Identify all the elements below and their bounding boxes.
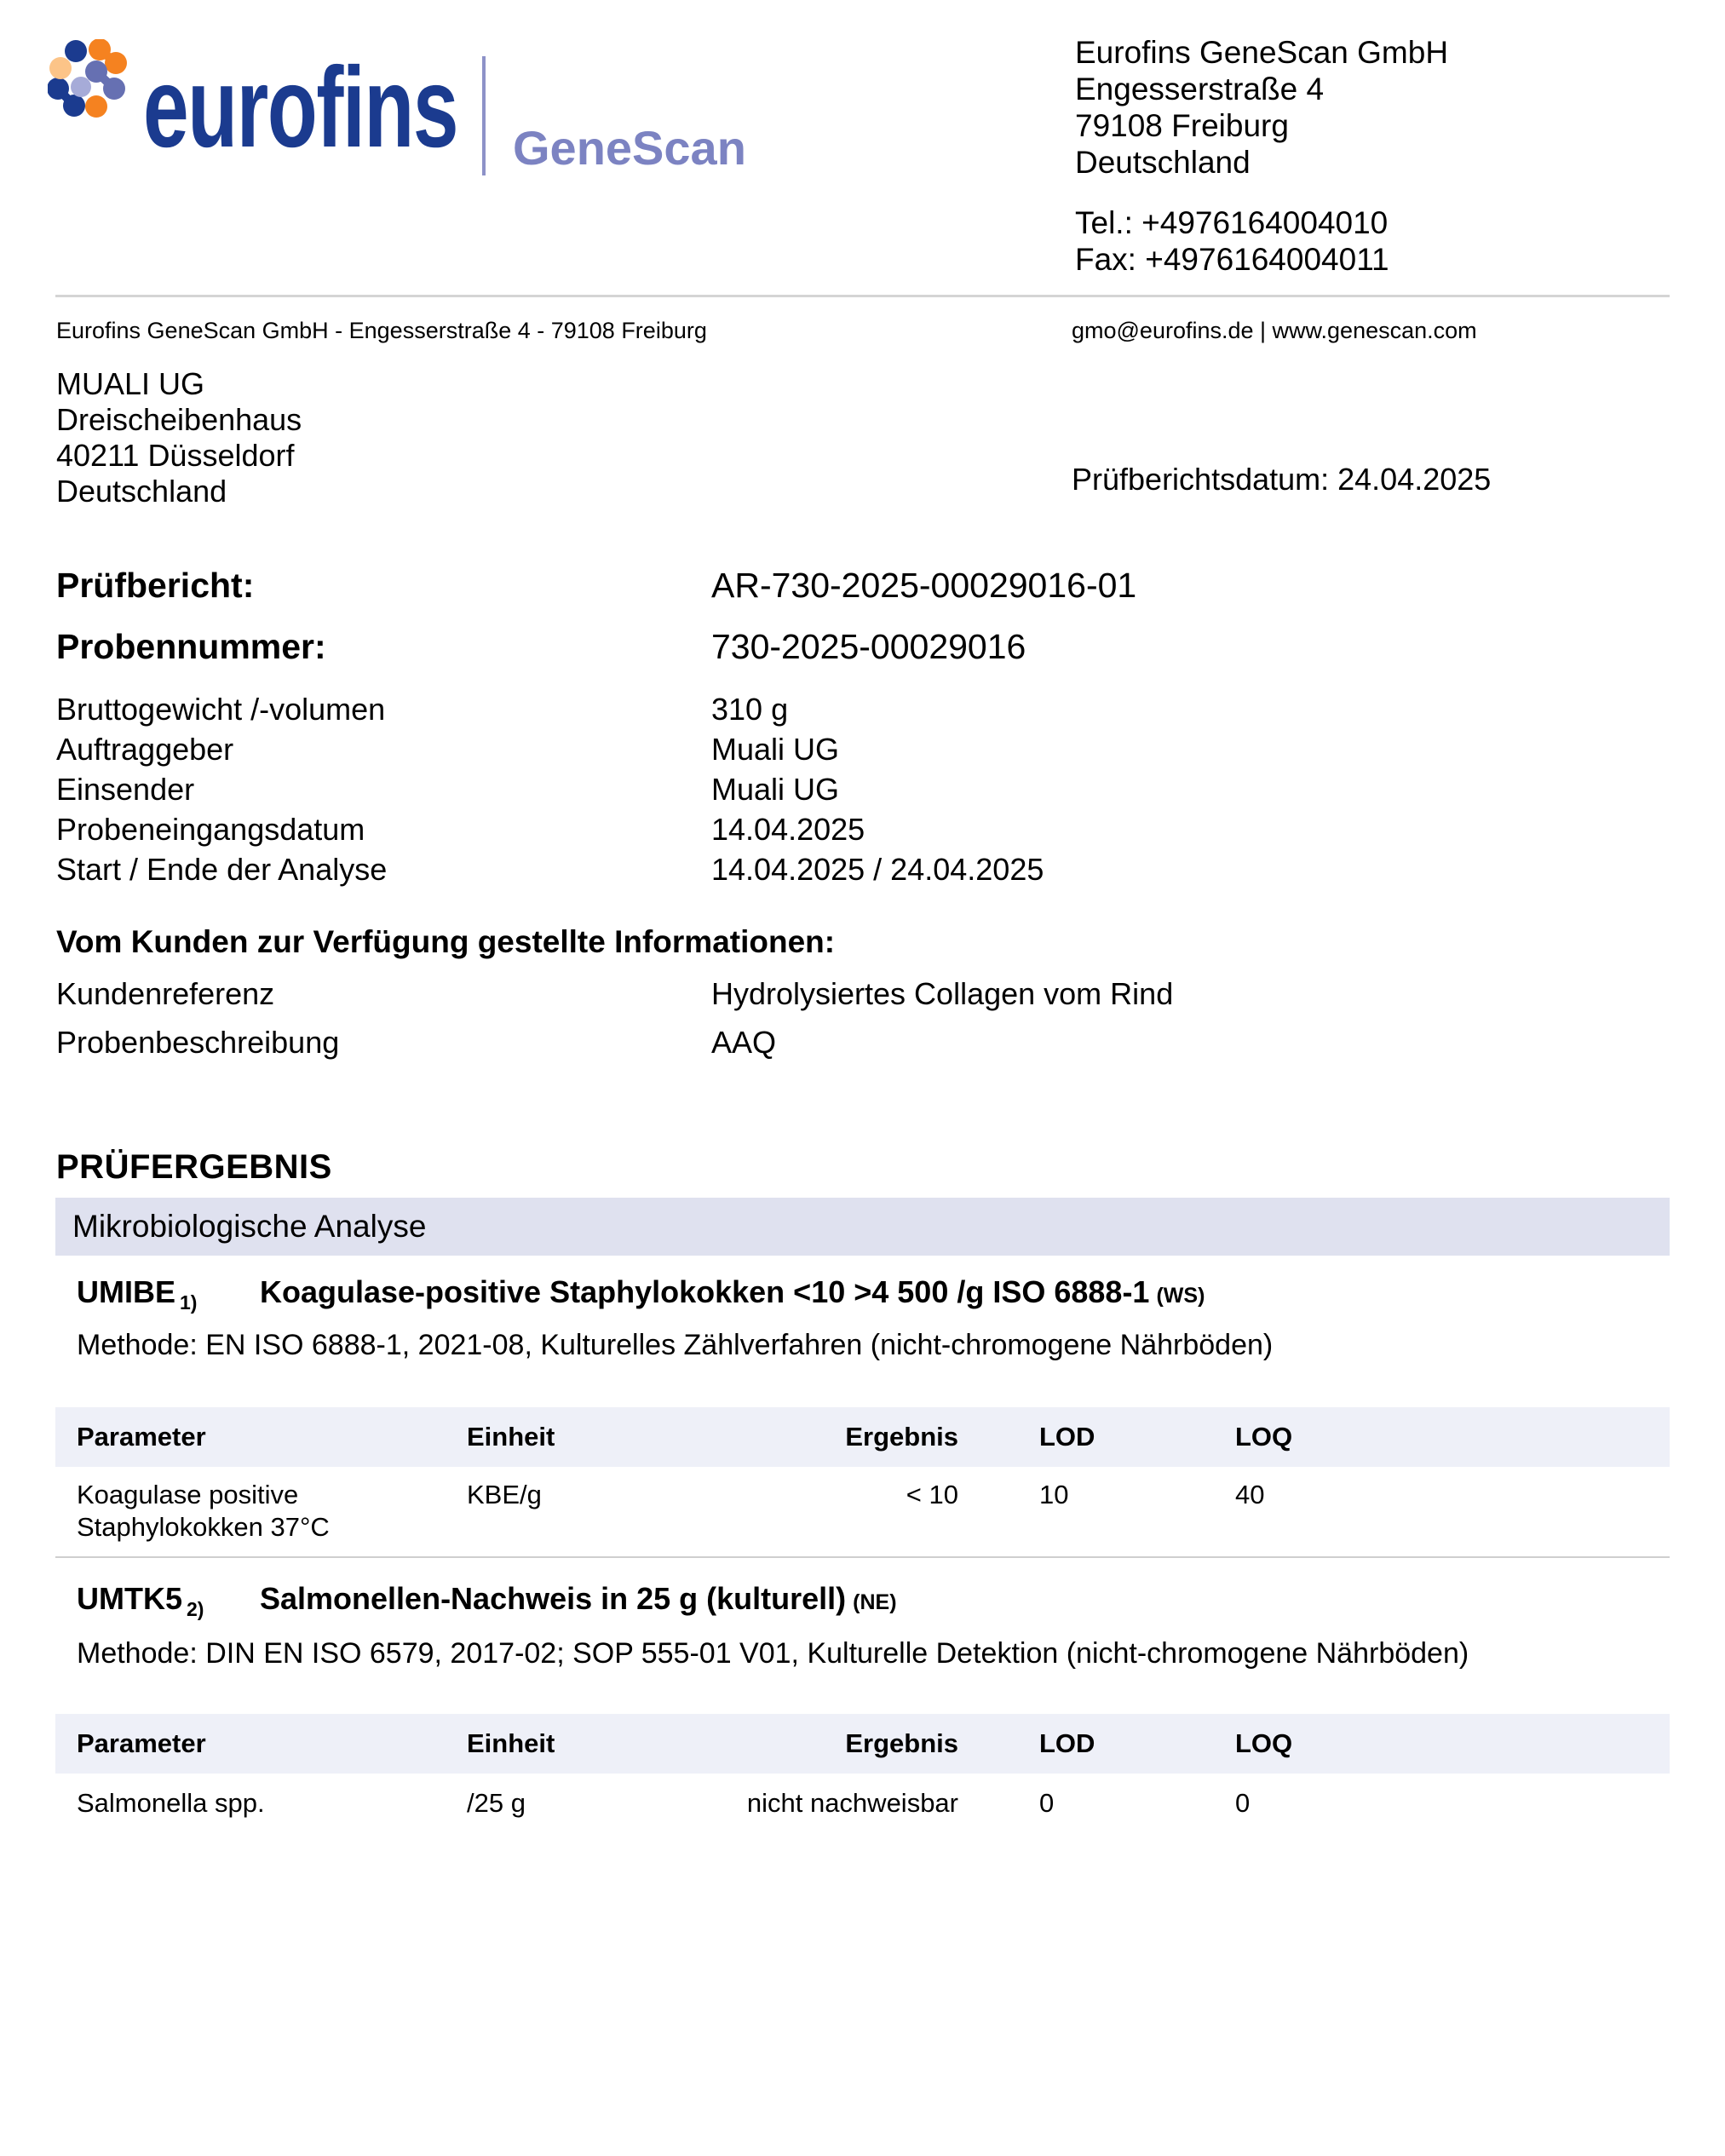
detail-value: Muali UG (711, 732, 840, 767)
brand-wordmark: eurofins (143, 44, 458, 171)
section-title (260, 1581, 897, 1617)
results-heading: PRÜFERGEBNIS (56, 1148, 332, 1186)
detail-value: 14.04.2025 (711, 812, 865, 847)
method-line: Methode: DIN EN ISO 6579, 2017-02; SOP 555-01 V01, Kulturelle Detektion (nicht-chromogene Nährböden) (77, 1637, 1469, 1670)
detail-value: Muali UG (711, 772, 840, 807)
brand-division-name: GeneScan (513, 121, 746, 175)
col-lod: LOD (1039, 1728, 1095, 1758)
contact-line: gmo@eurofins.de | www.genescan.com (1072, 318, 1477, 343)
detail-label: Probeneingangsdatum (56, 812, 365, 847)
customer-info-label: Kundenreferenz (56, 976, 275, 1011)
sample-number-label: Probennummer: (56, 627, 326, 666)
cell-lod: 10 (1039, 1480, 1069, 1509)
detail-value: 14.04.2025 / 24.04.2025 (711, 852, 1044, 887)
section-code-note: 2) (187, 1598, 204, 1620)
col-loq: LOQ (1235, 1422, 1293, 1452)
detail-label: Auftraggeber (56, 732, 234, 767)
cell-ergebnis: nicht nachweisbar (746, 1788, 958, 1818)
detail-value: 310 g (711, 692, 789, 727)
col-ergebnis: Ergebnis (845, 1728, 958, 1758)
method-line: Methode: EN ISO 6888-1, 2021-08, Kulturelles Zählverfahren (nicht-chromogene Nährböden) (77, 1329, 1274, 1361)
section-title-text: Salmonellen-Nachweis in 25 g (kulturell) (260, 1581, 847, 1616)
header-rule (55, 295, 1670, 297)
recipient-line: MUALI UG (56, 366, 205, 401)
recipient-line: Deutschland (56, 474, 227, 509)
table-separator (55, 1556, 1670, 1558)
section-title-tag: (WS) (1156, 1284, 1205, 1308)
customer-info-label: Probenbeschreibung (56, 1025, 340, 1060)
customer-info-heading: Vom Kunden zur Verfügung gestellte Informationen: (56, 924, 836, 959)
lab-address-line: Deutschland (1075, 145, 1251, 180)
results-table-header (55, 1714, 1670, 1774)
lab-address-line: Eurofins GeneScan GmbH (1075, 35, 1449, 70)
lab-address-line: Engesserstraße 4 (1075, 72, 1325, 106)
results-table-header (55, 1407, 1670, 1467)
col-loq: LOQ (1235, 1728, 1293, 1758)
report-number-value: AR-730-2025-00029016-01 (711, 566, 1137, 605)
col-parameter: Parameter (77, 1422, 206, 1452)
section-title-tag: (NE) (853, 1590, 897, 1614)
report-date: Prüfberichtsdatum: 24.04.2025 (1072, 462, 1492, 497)
cell-parameter: Salmonella spp. (77, 1788, 265, 1818)
section-code (77, 1274, 197, 1314)
recipient-line: Dreischeibenhaus (56, 402, 302, 437)
recipient-line: 40211 Düsseldorf (56, 438, 295, 473)
cell-loq: 40 (1235, 1480, 1265, 1509)
sender-line: Eurofins GeneScan GmbH - Engesserstraße 4 - 79108 Freiburg (56, 318, 707, 343)
col-lod: LOD (1039, 1422, 1095, 1452)
analysis-category-banner (55, 1198, 1670, 1256)
section-code-text: UMIBE (77, 1274, 175, 1309)
customer-info-value: Hydrolysiertes Collagen vom Rind (711, 976, 1174, 1011)
section-code-text: UMTK5 (77, 1581, 182, 1616)
cell-einheit: /25 g (467, 1788, 526, 1818)
cell-einheit: KBE/g (467, 1480, 542, 1509)
customer-info-value: AAQ (711, 1025, 777, 1060)
section-title (260, 1274, 1205, 1310)
section-title-text: Koagulase-positive Staphylokokken <10 >4 500 /g ISO 6888-1 (260, 1274, 1150, 1309)
cell-ergebnis: < 10 (906, 1480, 958, 1509)
col-einheit: Einheit (467, 1422, 555, 1452)
report-number-label: Prüfbericht: (56, 566, 255, 605)
lab-phone: Tel.: +4976164004010 (1075, 205, 1389, 240)
eurofins-logo-icon (48, 39, 133, 124)
sample-number-value: 730-2025-00029016 (711, 627, 1026, 666)
lab-fax: Fax: +4976164004011 (1075, 242, 1389, 277)
lab-address-line: 79108 Freiburg (1075, 108, 1289, 143)
col-ergebnis: Ergebnis (845, 1422, 958, 1452)
cell-lod: 0 (1039, 1788, 1055, 1818)
col-einheit: Einheit (467, 1728, 555, 1758)
brand-divider (482, 56, 486, 175)
detail-label: Start / Ende der Analyse (56, 852, 388, 887)
col-parameter: Parameter (77, 1728, 206, 1758)
section-code-note: 1) (180, 1291, 198, 1314)
section-code (77, 1581, 204, 1621)
detail-label: Bruttogewicht /-volumen (56, 692, 386, 727)
detail-label: Einsender (56, 772, 195, 807)
cell-loq: 0 (1235, 1788, 1251, 1818)
analysis-category-label: Mikrobiologische Analyse (72, 1209, 427, 1244)
cell-parameter: Koagulase positive Staphylokokken 37°C (77, 1480, 330, 1542)
